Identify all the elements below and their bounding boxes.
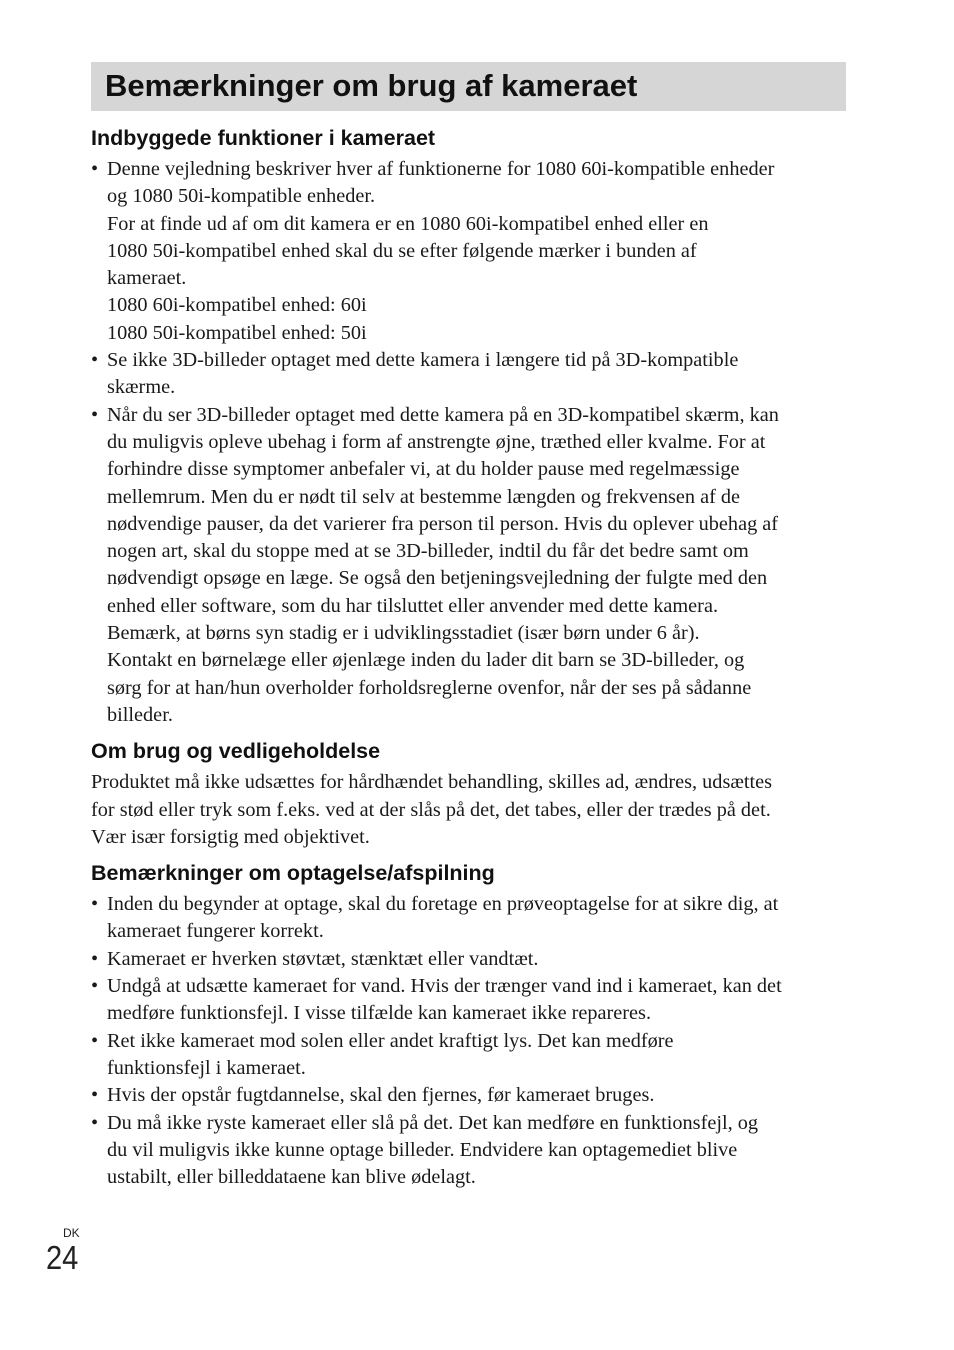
text-line: • Når du ser 3D-billeder optaget med dette kamera på en 3D-kompatibel skærm, kan bbox=[107, 403, 779, 426]
text-line: funktionsfejl i kameraet. bbox=[107, 1056, 306, 1079]
page-title: Bemærkninger om brug af kameraet bbox=[105, 68, 638, 103]
text-line: Vær især forsigtig med objektivet. bbox=[91, 825, 370, 848]
page-number: 24 bbox=[46, 1239, 79, 1276]
section-recording-playback bbox=[91, 859, 851, 1191]
page-title-bar bbox=[91, 62, 846, 111]
section-heading: Bemærkninger om optagelse/afspilning bbox=[91, 861, 495, 886]
list-item bbox=[91, 156, 851, 347]
text-line: forhindre disse symptomer anbefaler vi, at du holder pause med regelmæssige bbox=[107, 458, 740, 481]
text-line: • Denne vejledning beskriver hver af funktionerne for 1080 60i-kompatible enheder bbox=[107, 158, 775, 180]
list-item bbox=[91, 402, 851, 730]
text-line: • Hvis der opstår fugtdannelse, skal den fjernes, før kameraet bruges. bbox=[107, 1084, 655, 1107]
text-line: for stød eller tryk som f.eks. ved at der slås på det, det tabes, eller der trædes på det. bbox=[91, 798, 771, 821]
text-line: du vil muligvis ikke kunne optage billeder. Endvidere kan optagemediet blive bbox=[107, 1138, 738, 1161]
text-line: • Se ikke 3D-billeder optaget med dette kamera i længere tid på 3D-kompatible bbox=[107, 349, 739, 372]
text-line: Produktet må ikke udsættes for hårdhændet behandling, skilles ad, ændres, udsættes bbox=[91, 771, 773, 794]
text-line: nødvendige pauser, da det varierer fra person til person. Hvis du oplever ubehag af bbox=[107, 512, 779, 535]
bullet-list bbox=[91, 156, 851, 729]
text-line: 1080 50i-kompatibel enhed: 50i bbox=[107, 321, 367, 344]
list-item bbox=[91, 946, 851, 973]
section-built-in-functions bbox=[91, 124, 851, 729]
text-line: • Du må ikke ryste kameraet eller slå på det. Det kan medføre en funktionsfejl, og bbox=[107, 1111, 759, 1134]
text-line: nogen art, skal du stoppe med at se 3D-billeder, indtil du får det bedre samt om bbox=[107, 540, 749, 563]
text-line: Kontakt en børnelæge eller øjenlæge inden du lader dit barn se 3D-billeder, og bbox=[107, 649, 745, 672]
text-line: For at finde ud af om dit kamera er en 1080 60i-kompatibel enhed eller en bbox=[107, 212, 709, 235]
main-content bbox=[91, 124, 851, 1199]
list-item bbox=[91, 1028, 851, 1083]
list-item bbox=[91, 973, 851, 1028]
text-line: 1080 50i-kompatibel enhed skal du se efter følgende mærker i bunden af bbox=[107, 239, 697, 262]
text-line: enhed eller software, som du har tilsluttet eller anvender med dette kamera. bbox=[107, 594, 719, 617]
text-line: medføre funktionsfejl. I visse tilfælde kan kameraet ikke repareres. bbox=[107, 1002, 652, 1025]
text-line: ustabilt, eller billeddataene kan blive ødelagt. bbox=[107, 1166, 476, 1189]
text-line: sørg for at han/hun overholder forholdsreglerne ovenfor, når der ses på sådanne bbox=[107, 676, 752, 699]
language-code: DK bbox=[63, 1226, 80, 1240]
text-line: Bemærk, at børns syn stadig er i udviklingsstadiet (især børn under 6 år). bbox=[107, 622, 700, 645]
bullet-list bbox=[91, 891, 851, 1191]
text-line: • Kameraet er hverken støvtæt, stænktæt eller vandtæt. bbox=[107, 947, 539, 970]
list-item bbox=[91, 1110, 851, 1192]
list-item bbox=[91, 347, 851, 402]
text-line: og 1080 50i-kompatible enheder. bbox=[107, 185, 376, 208]
section-use-and-maintenance bbox=[91, 737, 851, 851]
paragraph bbox=[91, 769, 851, 851]
text-line: billeder. bbox=[107, 703, 173, 726]
text-line: kameraet. bbox=[107, 267, 187, 290]
text-line: nødvendigt opsøge en læge. Se også den betjeningsvejledning der fulgte med den bbox=[107, 567, 768, 590]
list-item bbox=[91, 891, 851, 946]
section-heading: Om brug og vedligeholdelse bbox=[91, 739, 381, 764]
text-line: 1080 60i-kompatibel enhed: 60i bbox=[107, 294, 367, 317]
list-item bbox=[91, 1082, 851, 1109]
text-line: skærme. bbox=[107, 376, 176, 399]
text-line: du muligvis opleve ubehag i form af anstrengte øjne, træthed eller kvalme. For at bbox=[107, 430, 766, 453]
text-line: mellemrum. Men du er nødt til selv at bestemme længden og frekvensen af de bbox=[107, 485, 741, 508]
text-line: • Undgå at udsætte kameraet for vand. Hvis der trænger vand ind i kameraet, kan det bbox=[107, 975, 782, 998]
text-line: • Ret ikke kameraet mod solen eller andet kraftigt lys. Det kan medføre bbox=[107, 1029, 674, 1052]
text-line: • Inden du begynder at optage, skal du foretage en prøveoptagelse for at sikre dig, at bbox=[107, 893, 779, 916]
text-line: kameraet fungerer korrekt. bbox=[107, 920, 324, 943]
section-heading: Indbyggede funktioner i kameraet bbox=[91, 126, 436, 150]
